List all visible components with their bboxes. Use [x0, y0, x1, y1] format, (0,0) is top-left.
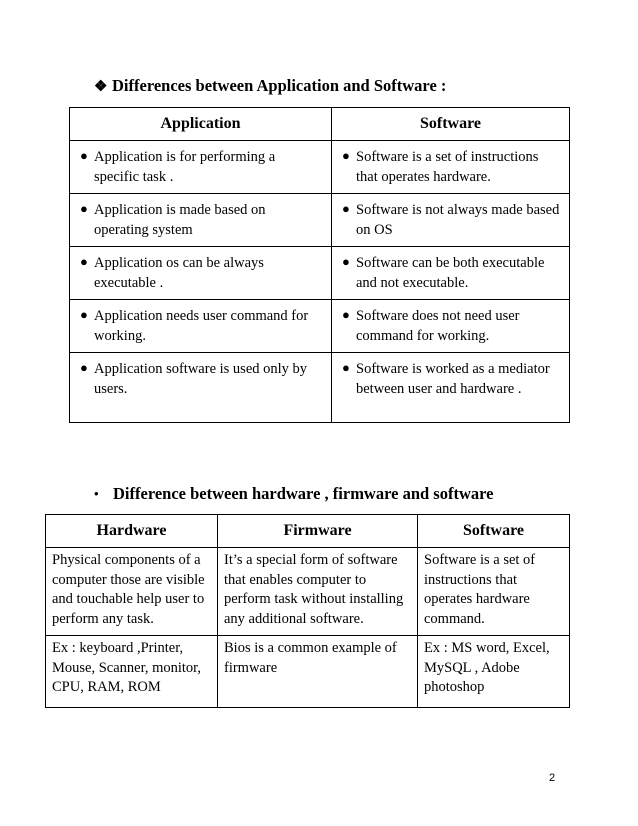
table-cell	[332, 300, 570, 353]
bullet-icon: ●	[80, 201, 88, 216]
bullet-icon: ●	[80, 254, 88, 269]
table-cell	[70, 141, 332, 194]
cell-text: Application is for performing a specific task .	[94, 149, 276, 185]
diamond-bullet-icon: ❖	[94, 79, 108, 95]
cell-text: Application software is used only by users.	[94, 361, 308, 397]
bullet-icon: •	[94, 486, 99, 501]
table-header-row	[46, 515, 570, 548]
bullet-icon: ●	[342, 148, 350, 163]
table-row	[70, 353, 570, 423]
table-cell: Ex : MS word, Excel, MySQL , Adobe photoshop	[418, 636, 570, 708]
table-cell: Ex : keyboard ,Printer, Mouse, Scanner, monitor, CPU, RAM, ROM	[46, 636, 218, 708]
cell-text: Software can be both executable and not executable.	[356, 255, 545, 291]
page-number: 2	[549, 772, 556, 784]
table-cell	[70, 247, 332, 300]
column-header-software: Software	[332, 108, 570, 141]
bullet-icon: ●	[342, 307, 350, 322]
table-cell	[332, 141, 570, 194]
table-header-row	[70, 108, 570, 141]
column-header-application: Application	[70, 108, 332, 141]
column-header-hardware: Hardware	[46, 515, 218, 548]
section2-title: Difference between hardware , firmware and software	[113, 484, 494, 503]
cell-text: Application is made based on operating system	[94, 202, 266, 238]
table-row	[46, 548, 570, 636]
table-cell	[70, 353, 332, 423]
table-cell	[332, 353, 570, 423]
cell-text: Software is worked as a mediator between user and hardware .	[356, 361, 550, 397]
bullet-icon: ●	[80, 307, 88, 322]
table-cell	[332, 247, 570, 300]
table-row	[70, 300, 570, 353]
bullet-icon: ●	[80, 360, 88, 375]
section2-heading	[94, 484, 493, 504]
bullet-icon: ●	[342, 201, 350, 216]
section1-heading	[94, 76, 446, 96]
table-cell	[70, 300, 332, 353]
application-vs-software-table	[69, 107, 570, 423]
cell-text: Software is a set of instructions that operates hardware.	[356, 149, 539, 185]
cell-text: Software is not always made based on OS	[356, 202, 560, 238]
bullet-icon: ●	[342, 254, 350, 269]
bullet-icon: ●	[342, 360, 350, 375]
cell-text: Software does not need user command for working.	[356, 308, 520, 344]
table-cell	[70, 194, 332, 247]
table-row	[70, 194, 570, 247]
cell-text: Application os can be always executable .	[94, 255, 264, 291]
table-cell: Bios is a common example of firmware	[218, 636, 418, 708]
bullet-icon: ●	[80, 148, 88, 163]
column-header-software: Software	[418, 515, 570, 548]
table-cell	[332, 194, 570, 247]
column-header-firmware: Firmware	[218, 515, 418, 548]
table-row	[70, 141, 570, 194]
table-row	[46, 636, 570, 708]
table-cell: It’s a special form of software that enables computer to perform task without installing any additional software.	[218, 548, 418, 636]
hardware-firmware-software-table	[45, 514, 570, 708]
cell-text: Application needs user command for working.	[94, 308, 309, 344]
table-row	[70, 247, 570, 300]
section1-title: Differences between Application and Software :	[112, 76, 447, 95]
table-cell: Software is a set of instructions that operates hardware command.	[418, 548, 570, 636]
table-cell: Physical components of a computer those are visible and touchable help user to perform any task.	[46, 548, 218, 636]
